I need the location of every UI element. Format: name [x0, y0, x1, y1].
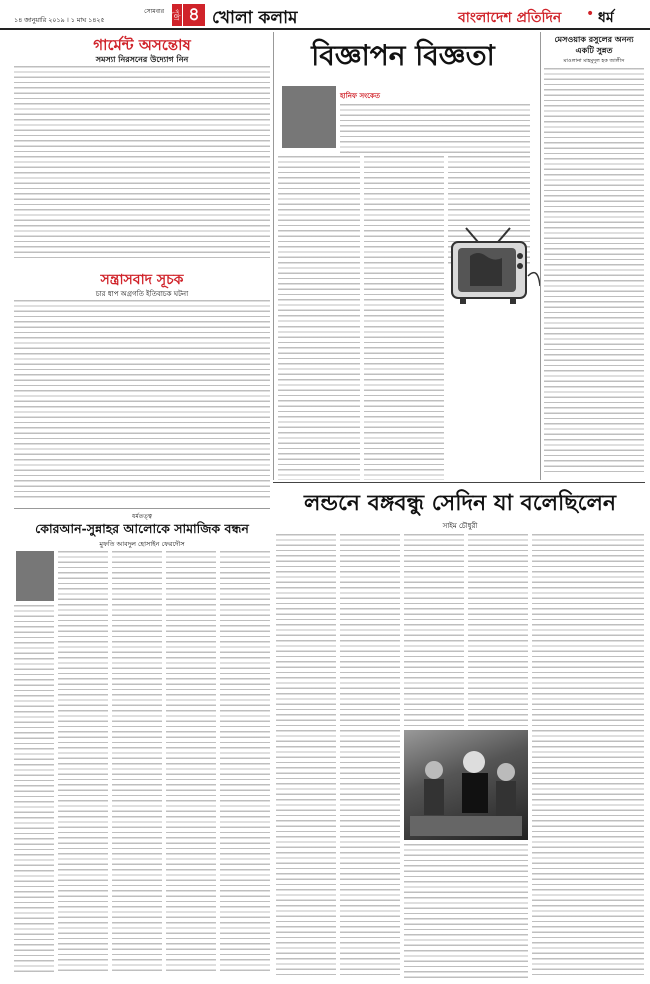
news-photo — [404, 730, 528, 840]
body-text — [544, 68, 644, 476]
body-text — [532, 534, 644, 978]
byline: মুফতি আবদুল হোসাইন ফেরদৌস — [99, 540, 185, 548]
paper-logo: বাংলাদেশ প্রতিদিন — [458, 10, 562, 26]
category-separator: • — [586, 6, 595, 22]
headline: বিজ্ঞাপন বিজ্ঞতা — [311, 39, 495, 72]
article-sunnah — [544, 34, 644, 480]
headline: সন্ত্রাসবাদ সূচক — [100, 272, 184, 288]
body-text — [404, 844, 528, 978]
section-label: ধর্মতত্ত্ব — [132, 513, 152, 520]
body-text — [220, 551, 270, 975]
tv-illustration — [448, 226, 544, 306]
headline: গার্মেন্ট অসন্তোষ — [93, 36, 191, 54]
page-label: পৃষ্ঠা — [172, 4, 182, 26]
body-text — [278, 326, 360, 480]
byline: হানিফ সংকেত — [340, 92, 381, 100]
masthead — [0, 0, 650, 30]
column-rule — [273, 32, 274, 480]
body-text — [468, 534, 528, 726]
byline: সাইম চৌধুরী — [442, 522, 478, 530]
body-text — [112, 551, 162, 975]
headline: মেসওয়াক রসুলের অনন্য একটি সুন্নত — [554, 35, 634, 55]
body-text — [404, 534, 464, 726]
body-text — [14, 66, 270, 262]
divider — [273, 482, 645, 483]
body-text — [14, 300, 270, 500]
body-text — [364, 326, 444, 480]
headline: লন্ডনে বঙ্গবন্ধু সেদিন যা বলেছিলেন — [303, 491, 617, 516]
article-garments — [14, 34, 270, 266]
kicker: চার ধাপ অগ্রগতি ইতিবাচক ঘটনা — [95, 290, 189, 298]
article-quran — [14, 511, 270, 981]
column-rule — [540, 32, 541, 480]
category-label: ধর্ম — [598, 10, 614, 26]
masthead-day: সোমবার — [144, 8, 164, 15]
masthead-date: ১৪ জানুয়ারি ২০১৯ । ১ মাঘ ১৪২৫ — [14, 17, 105, 24]
author-photo — [282, 86, 336, 148]
article-london — [276, 486, 644, 982]
byline: মাওলানা মাহমুদুল হক জালীস — [563, 58, 625, 64]
body-text — [276, 534, 336, 978]
body-text — [364, 156, 444, 324]
article-terror — [14, 268, 270, 506]
body-text — [166, 551, 216, 975]
headline: কোরআন-সুন্নাহর আলোকে সামাজিক বন্ধন — [35, 521, 249, 536]
author-photo — [16, 551, 54, 601]
page-number: ৪ — [183, 4, 205, 26]
kicker: সমস্যা নিরসনের উদ্যোগ নিন — [95, 55, 189, 64]
body-text — [58, 551, 108, 975]
divider — [14, 508, 270, 509]
section-title: খোলা কলাম — [212, 8, 298, 28]
body-text — [340, 104, 530, 154]
body-text — [278, 156, 360, 324]
body-text — [340, 534, 400, 978]
body-text — [14, 605, 54, 975]
